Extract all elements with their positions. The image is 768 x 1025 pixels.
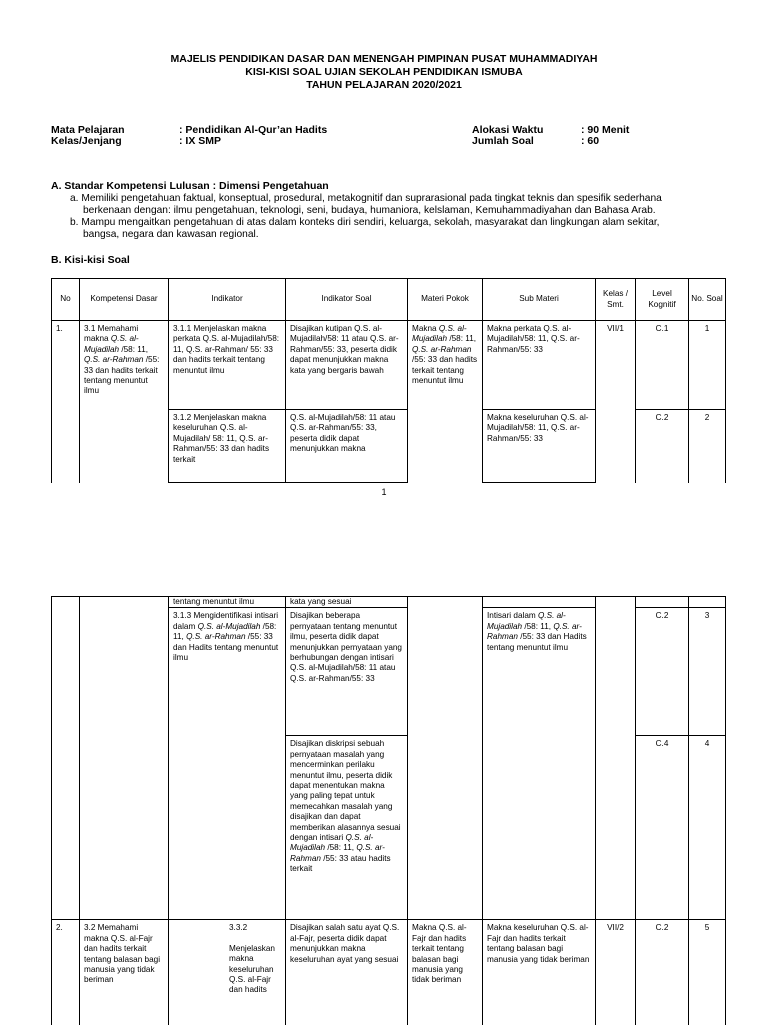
header-kelas: Kelas / Smt. (596, 279, 636, 321)
indikator-soal-cell: Disajikan diskripsi sebuah pernyataan masalah yang mencerminkan perilaku menuntut ilmu, peserta didik dapat menentukan makna yang paling tepat untuk memecahkan masalah yang disajikan dan dapat memberikan alasannya sesuai dengan intisari Q.S. al-Mujadilah /58: 11, Q.S. ar-Rahman /55: 33 atau hadits terkait (286, 736, 408, 920)
indikator-soal-cell: kata yang sesuai (286, 597, 408, 608)
alokasi-label: Alokasi Waktu (472, 124, 544, 136)
mapel-value: : Pendidikan Al-Qur’an Hadits (179, 124, 328, 136)
header-indikator: Indikator (169, 279, 286, 321)
table-row (52, 597, 726, 608)
materi-cell: Makna Q.S. al-Fajr dan hadits terkait tentang balasan bagi manusia yang tidak beriman (408, 920, 483, 1025)
row-number: 2. (52, 920, 80, 1025)
kd-cell (80, 597, 169, 920)
section-a-item-a: a. Memiliki pengetahuan faktual, konseptual, prosedural, metakognitif dan suprarasional pada tingkat teknis dan spesifik sederhana (70, 193, 662, 204)
level-cell: C.1 (636, 321, 689, 410)
kelas-cell: VII/2 (596, 920, 636, 1025)
header-submateri: Sub Materi (483, 279, 596, 321)
level-cell (636, 597, 689, 608)
kelas-cell: VII/1 (596, 321, 636, 483)
section-b-title: B. Kisi-kisi Soal (51, 254, 130, 266)
kisi-kisi-table-page2 (51, 596, 726, 1025)
header-indikator-soal: Indikator Soal (286, 279, 408, 321)
indikator-text: Menjelaskan makna keseluruhan Q.S. al-Fajr dan hadits (229, 943, 275, 995)
doc-title-line3: TAHUN PELAJARAN 2020/2021 (306, 79, 462, 91)
header-kd: Kompetensi Dasar (80, 279, 169, 321)
indikator-cell: 3.1.1 Menjelaskan makna perkata Q.S. al-Mujadilah/58: 11, Q.S. ar-Rahman/ 55: 33 dan hadits terkait tentang menuntut ilmu (169, 321, 286, 410)
table-row (52, 321, 726, 410)
level-cell: C.2 (636, 608, 689, 736)
doc-title-line1: MAJELIS PENDIDIKAN DASAR DAN MENENGAH PIMPINAN PUSAT MUHAMMADIYAH (170, 53, 598, 65)
alokasi-value: : 90 Menit (581, 124, 630, 136)
kd-cell: 3.1 Memahami makna Q.S. al-Mujadilah /58: 11, Q.S. ar-Rahman /55: 33 dan hadits terkait tentang menuntut ilmu (80, 321, 169, 483)
indikator-soal-cell: Disajikan salah satu ayat Q.S. al-Fajr, peserta didik dapat menunjukkan makna keseluruhan ayat yang sesuai (286, 920, 408, 1025)
kelas-cell (596, 597, 636, 920)
kisi-kisi-table-page1 (51, 278, 726, 483)
table-header-row (52, 279, 726, 321)
section-a-item-b: b. Mampu mengaitkan pengetahuan di atas dalam konteks diri sendiri, keluarga, sekolah, masyarakat dan lingkungan alam sekitar, (70, 217, 660, 228)
indikator-soal-cell: Disajikan beberapa pernyataan tentang menuntut ilmu, peserta didik dapat menunjukkan pernyataan yang berhubungan dengan intisari Q.S. al-Mujadilah/58: 11 atau Q.S. ar-Rahman/55: 33 (286, 608, 408, 736)
nosoal-cell: 1 (689, 321, 726, 410)
header-nosoal: No. Soal (689, 279, 726, 321)
indikator-cell: 3.1.2 Menjelaskan makna keseluruhan Q.S. al-Mujadilah/ 58: 11, Q.S. ar-Rahman/55: 33 dan hadits terkait (169, 410, 286, 483)
nosoal-cell: 5 (689, 920, 726, 1025)
header-level: Level Kognitif (636, 279, 689, 321)
submateri-cell (483, 597, 596, 608)
table-row (52, 920, 726, 1025)
submateri-cell: Makna keseluruhan Q.S. al-Fajr dan hadits terkait tentang balasan bagi manusia yang tidak beriman (483, 920, 596, 1025)
header-no: No (52, 279, 80, 321)
header-materi: Materi Pokok (408, 279, 483, 321)
nosoal-cell (689, 597, 726, 608)
doc-title-line2: KISI-KISI SOAL UJIAN SEKOLAH PENDIDIKAN ISMUBA (245, 66, 523, 78)
nosoal-cell: 3 (689, 608, 726, 736)
nosoal-cell: 2 (689, 410, 726, 483)
section-a-item-a-cont: berkenaan dengan: ilmu pengetahuan, teknologi, seni, budaya, humaniora, kelslaman, Kemuhammadiyahan dan Bahasa Arab. (83, 205, 656, 216)
indikator-soal-cell: Q.S. al-Mujadilah/58: 11 atau Q.S. ar-Rahman/55: 33, peserta didik dapat menunjukkan makna (286, 410, 408, 483)
jumlah-value: : 60 (581, 135, 600, 147)
materi-cell (408, 597, 483, 920)
section-a-title: A. Standar Kompetensi Lulusan : Dimensi Pengetahuan (51, 180, 329, 192)
indikator-cell (169, 920, 286, 1025)
indikator-number: 3.3.2 (229, 923, 248, 933)
row-number (52, 597, 80, 920)
level-cell: C.4 (636, 736, 689, 920)
kelas-value: : IX SMP (179, 135, 222, 147)
submateri-cell: Intisari dalam Q.S. al-Mujadilah /58: 11, Q.S. ar-Rahman /55: 33 dan Hadits tentang menuntut ilmu (483, 608, 596, 920)
level-cell: C.2 (636, 920, 689, 1025)
indikator-cell: tentang menuntut ilmu (169, 597, 286, 608)
indikator-soal-cell: Disajikan kutipan Q.S. al-Mujadilah/58: 11 atau Q.S. ar-Rahman/55: 33, peserta didik dapat menunjukkan makna kata yang bergaris bawah (286, 321, 408, 410)
mapel-label: Mata Pelajaran (51, 124, 125, 136)
row-number: 1. (52, 321, 80, 483)
nosoal-cell: 4 (689, 736, 726, 920)
kelas-label: Kelas/Jenjang (51, 135, 122, 147)
submateri-cell: Makna perkata Q.S. al-Mujadilah/58: 11, Q.S. ar-Rahman/55: 33 (483, 321, 596, 410)
page-number: 1 (381, 487, 387, 497)
level-cell: C.2 (636, 410, 689, 483)
materi-cell: Makna Q.S. al-Mujadilah /58: 11, Q.S. ar-Rahman /55: 33 dan hadits terkait tentang menuntut ilmu (408, 321, 483, 483)
indikator-cell: 3.1.3 Mengidentifikasi intisari dalam Q.S. al-Mujadilah /58: 11, Q.S. ar-Rahman /55: 33 dan Hadits tentang menuntut ilmu (169, 608, 286, 920)
section-a-item-b-cont: bangsa, negara dan kawasan regional. (83, 229, 259, 240)
jumlah-label: Jumlah Soal (472, 135, 534, 147)
kd-cell: 3.2 Memahami makna Q.S. al-Fajr dan hadits terkait tentang balasan bagi manusia yang tidak beriman (80, 920, 169, 1025)
submateri-cell: Makna keseluruhan Q.S. al-Mujadilah/58: 11, Q.S. ar-Rahman/55: 33 (483, 410, 596, 483)
